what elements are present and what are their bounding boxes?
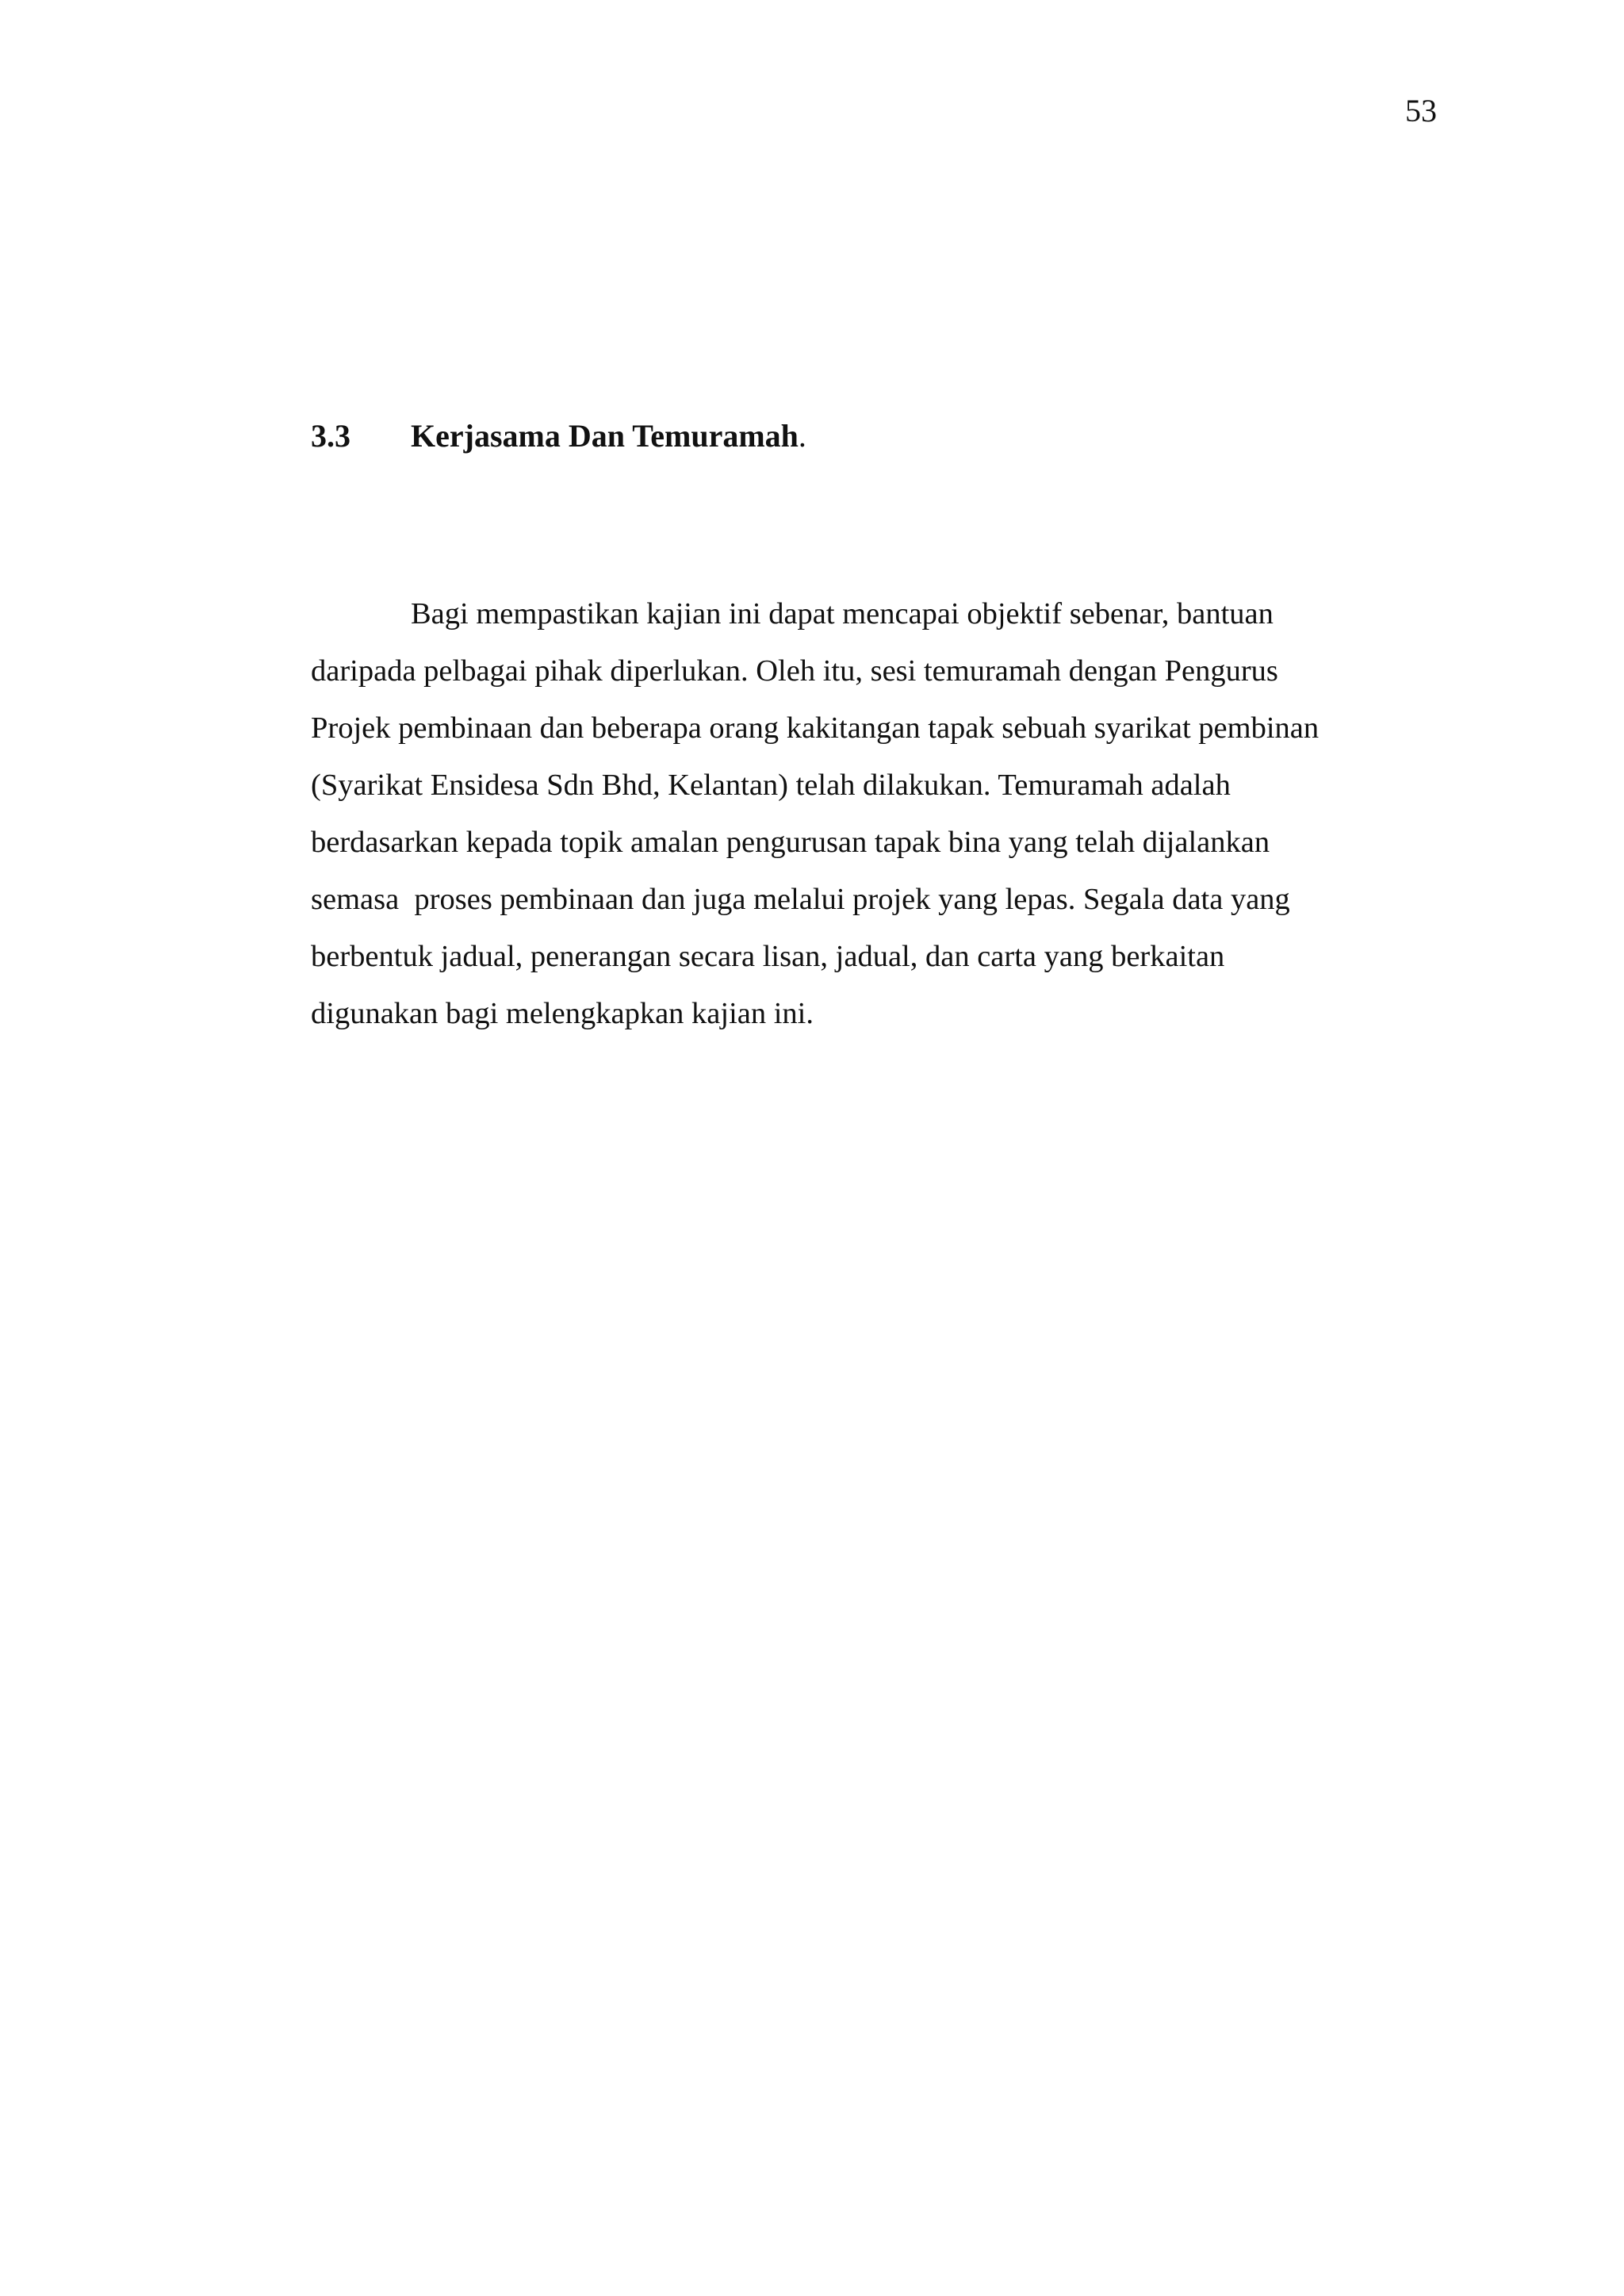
body-paragraph — [311, 585, 1421, 1042]
paragraph-line: semasa proses pembinaan dan juga melalui projek yang lepas. Segala data yang — [311, 883, 1290, 916]
paragraph-line: Bagi mempastikan kajian ini dapat mencapai objektif sebenar, bantuan — [411, 597, 1274, 631]
paragraph-line: Projek pembinaan dan beberapa orang kakitangan tapak sebuah syarikat pembinan — [311, 711, 1320, 745]
section-title-period: . — [798, 418, 806, 454]
paragraph-line: (Syarikat Ensidesa Sdn Bhd, Kelantan) telah dilakukan. Temuramah adalah — [311, 769, 1231, 802]
paragraph-line: berdasarkan kepada topik amalan pengurusan tapak bina yang telah dijalankan — [311, 826, 1270, 859]
paragraph-line: berbentuk jadual, penerangan secara lisan, jadual, dan carta yang berkaitan — [311, 940, 1225, 973]
paragraph-line: digunakan bagi melengkapkan kajian ini. — [311, 997, 814, 1030]
paragraph-line: daripada pelbagai pihak diperlukan. Oleh itu, sesi temuramah dengan Pengurus — [311, 654, 1278, 688]
page-number: 53 — [1405, 93, 1437, 128]
section-number: 3.3 — [311, 418, 350, 454]
section-title: Kerjasama Dan Temuramah — [411, 418, 799, 454]
section-heading — [311, 420, 806, 452]
